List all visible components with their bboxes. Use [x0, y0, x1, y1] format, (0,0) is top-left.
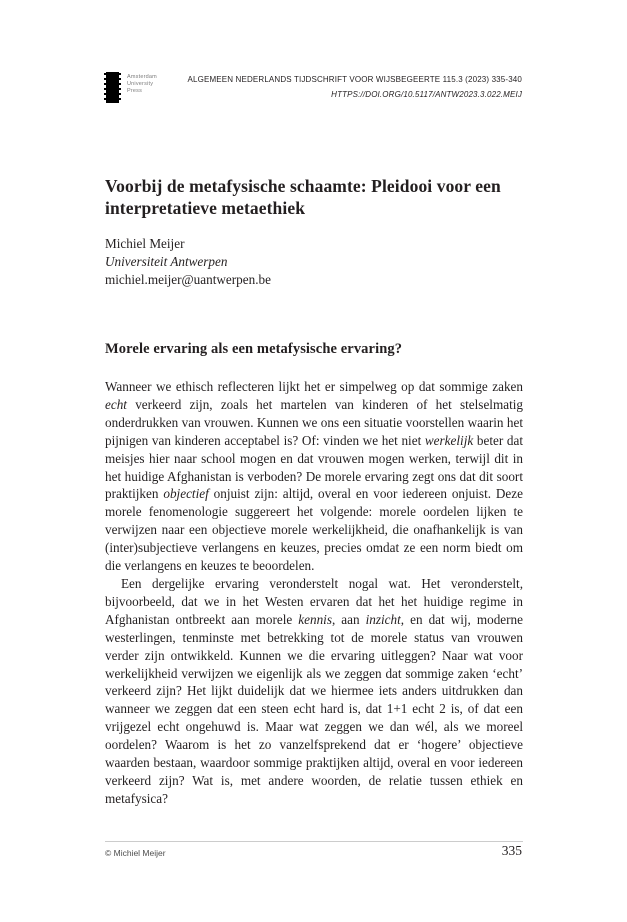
logo-text-line: Press [127, 88, 143, 94]
section-heading: Morele ervaring als een metafysische ervaring? [105, 341, 403, 357]
footer-divider [105, 841, 523, 842]
logo-text-line: Amsterdam [127, 74, 157, 80]
amsterdam-university-press-logo-icon [106, 72, 119, 103]
journal-title-line: ALGEMEEN NEDERLANDS TIJDSCHRIFT VOOR WIJSBEGEERTE 115.3 (2023) 335-340 [187, 75, 522, 84]
copyright-notice: © Michiel Meijer [105, 848, 166, 858]
body-paragraph-1: Wanneer we ethisch reflecteren lijkt het er simpelweg op dat sommige zaken echt verkeerd zijn, zoals het martelen van kinderen of het stelselmatig onderdrukken van vrouwen. Kunnen we ons een situatie voorstellen waarin het pijnigen van kinderen acceptabel is? Of: vinden we het niet werkelijk beter dat meisjes hier naar school mogen en dat vrouwen mogen werken, terwijl dit in het huidige Afghanistan is verboden? De morele ervaring zegt ons dat dit soort praktijken objectief onjuist zijn: altijd, overal en voor iedereen onjuist. Deze morele fenomenologie suggereert het volgende: morele oordelen lijken te verwijzen naar een objectieve morele werkelijkheid, die onafhankelijk is van (inter)subjectieve verlangens en keuzes, precies omdat ze een norm biedt om die verlangens en keuzes te beoordelen. [105, 379, 523, 574]
article-body [105, 378, 523, 808]
page-number: 335 [501, 843, 522, 858]
author-name: Michiel Meijer [105, 236, 185, 251]
journal-reference [188, 72, 522, 102]
author-email: michiel.meijer@uantwerpen.be [105, 272, 271, 287]
article-title: Voorbij de metafysische schaamte: Pleidooi voor een interpretatieve metaethiek [105, 176, 501, 218]
author-block [105, 235, 271, 289]
logo-text-line: University [127, 81, 154, 87]
body-paragraph-2: Een dergelijke ervaring veronderstelt nogal wat. Het veronderstelt, bijvoorbeeld, dat we in het Westen ervaren dat het het huidige regime in Afghanistan ontbreekt aan morele kennis, aan inzicht, en dat wij, moderne westerlingen, tenminste met betrekking tot de morele status van vrouwen verder zijn ontwikkeld. Kunnen we die ervaring uitleggen? Naar wat voor werkelijkheid verwijzen we eigenlijk als we zeggen dat sommige zaken ‘echt’ verkeerd zijn? Het lijkt duidelijk dat we hiermee iets anders uitdrukken dan wanneer we zeggen dat een steen echt hard is, dat 1+1 echt 2 is, of dat een vrijgezel echt ongehuwd is. Maar wat zeggen we dan wél, als we moreel oordelen? Waarom is het zo vanzelfsprekend dat er ‘hogere’ objectieve waarden bestaan, waardoor sommige praktijken altijd, overal en voor iedereen verkeerd zijn? Wat is, met andere woorden, de relatie tussen ethiek en metafysica? [105, 575, 524, 806]
doi-line: HTTPS://DOI.ORG/10.5117/ANTW2023.3.022.MEIJ [331, 90, 522, 99]
author-affiliation: Universiteit Antwerpen [105, 254, 228, 269]
amsterdam-university-press-logo-text [127, 74, 157, 95]
